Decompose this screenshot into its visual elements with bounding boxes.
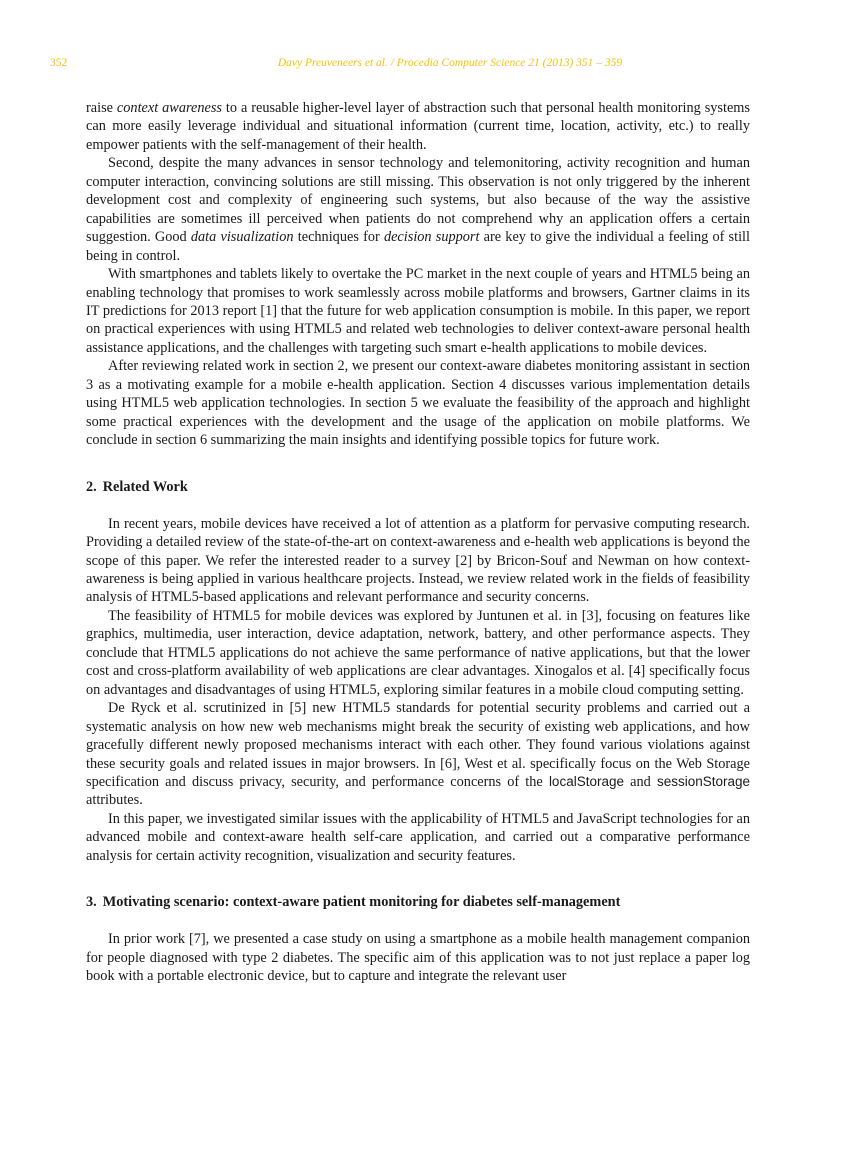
section-title: Related Work xyxy=(102,478,188,495)
related-work-paragraph-4: In this paper, we investigated similar issues with the applicability of HTML5 and JavaScript technologies for an advanced mobile and context-aware health self-care application, and carried out a comparative performance analysis for certain activity recognition, visualization and security features. xyxy=(86,810,750,864)
section-number: 2. xyxy=(86,478,97,495)
intro-paragraph-1 xyxy=(86,99,750,154)
text-run: and xyxy=(624,773,657,790)
text-run: attributes. xyxy=(86,792,143,809)
motivating-scenario-paragraph-1: In prior work [7], we presented a case study on using a smartphone as a mobile health management companion for people diagnosed with type 2 diabetes. The specific aim of this application was to not just replace a paper log book with a portable electronic device, but to capture and integrate the relevant user xyxy=(86,931,750,985)
running-header xyxy=(0,57,846,73)
emphasis-decision-support: decision support xyxy=(383,229,480,246)
intro-paragraph-4: After reviewing related work in section 2, we present our context-aware diabetes monitoring assistant in section 3 as a motivating example for a mobile e-health application. Section 4 discusses various implementation details using HTML5 web application technologies. In section 5 we evaluate the feasibility of the approach and highlight some practical experiences with the development and the usage of the application on mobile platforms. We conclude in section 6 summarizing the main insights and identifying possible topics for future work. xyxy=(86,358,750,449)
text-run: Second, despite the many advances in sensor technology and telemonitoring, activity recognition and human computer interaction, convincing solutions are still missing. This observation is not only triggered by the inherent development cost and complexity of engineering such systems, but also because of the way the assistive capabilities are sometimes ill perceived when patients do not comprehend why an application offers a certain suggestion. Good xyxy=(86,155,750,246)
text-run: to a reusable higher-level layer of abstraction such that personal health monitoring systems can more easily leverage individual and situational information (current time, location, activity, etc.) to really empower patients with the self-management of their health. xyxy=(86,100,750,153)
emphasis-data-visualization: data visualization xyxy=(190,229,294,246)
section-title: Motivating scenario: context-aware patient monitoring for diabetes self-management xyxy=(102,894,621,911)
article-body xyxy=(86,99,750,986)
intro-paragraph-2 xyxy=(86,154,750,265)
code-sessionstorage: sessionStorage xyxy=(656,773,750,789)
emphasis-context-awareness: context awareness xyxy=(116,100,222,116)
section-heading-related-work xyxy=(86,478,750,496)
related-work-paragraph-2: The feasibility of HTML5 for mobile devices was explored by Juntunen et al. in [3], focusing on features like graphics, multimedia, user interaction, device adaptation, network, battery, and other performance aspects. They conclude that HTML5 applications do not achieve the same performance of native applications, but that the lower cost and cross-platform availability of web applications are clear advantages. Xinogalos et al. [4] specifically focus on advantages and disadvantages of using HTML5, exploring similar features in a mobile cloud computing setting. xyxy=(86,607,750,698)
intro-paragraph-3: With smartphones and tablets likely to overtake the PC market in the next couple of years and HTML5 being an enabling technology that promises to work seamlessly across mobile platforms and browsers, Gartner claims in its IT predictions for 2013 report [1] that the future for web application consumption is mobile. In this paper, we report on practical experiences with using HTML5 and related web technologies to deliver context-aware personal health assistance applications, and the challenges with targeting such smart e-health applications to mobile devices. xyxy=(86,266,750,356)
related-work-paragraph-1: In recent years, mobile devices have received a lot of attention as a platform for pervasive computing research. Providing a detailed review of the state-of-the-art on context-awareness and e-health web applications is beyond the scope of this paper. We refer the interested reader to a survey [2] by Bricon-Souf and Newman on how context-awareness is being applied in various healthcare projects. Instead, we review related work in the fields of feasibility analysis of HTML5-based applications and relevant performance and security concerns. xyxy=(86,515,750,606)
text-run: De Ryck et al. scrutinized in [5] new HTML5 standards for potential security problems and carried out a systematic analysis on how new web mechanisms might break the security of existing web applications, and how gracefully different newly proposed mechanisms interact with each other. They found various violations against these security goals and related issues in major browsers. In [6], West et al. specifically focus on the Web Storage specification and discuss privacy, security, and performance concerns of the xyxy=(86,700,750,790)
section-number: 3. xyxy=(86,894,97,911)
code-localstorage: localStorage xyxy=(548,773,624,789)
page-number: 352 xyxy=(50,57,68,69)
text-run: techniques for xyxy=(293,229,384,246)
related-work-paragraph-3 xyxy=(86,699,750,810)
running-title: Davy Preuveneers et al. / Procedia Computer Science 21 (2013) 351 – 359 xyxy=(277,57,623,69)
text-run: are key to give the individual a feeling of still being in control. xyxy=(86,229,750,264)
section-heading-motivating-scenario xyxy=(86,893,750,911)
text-run: raise xyxy=(86,100,117,116)
